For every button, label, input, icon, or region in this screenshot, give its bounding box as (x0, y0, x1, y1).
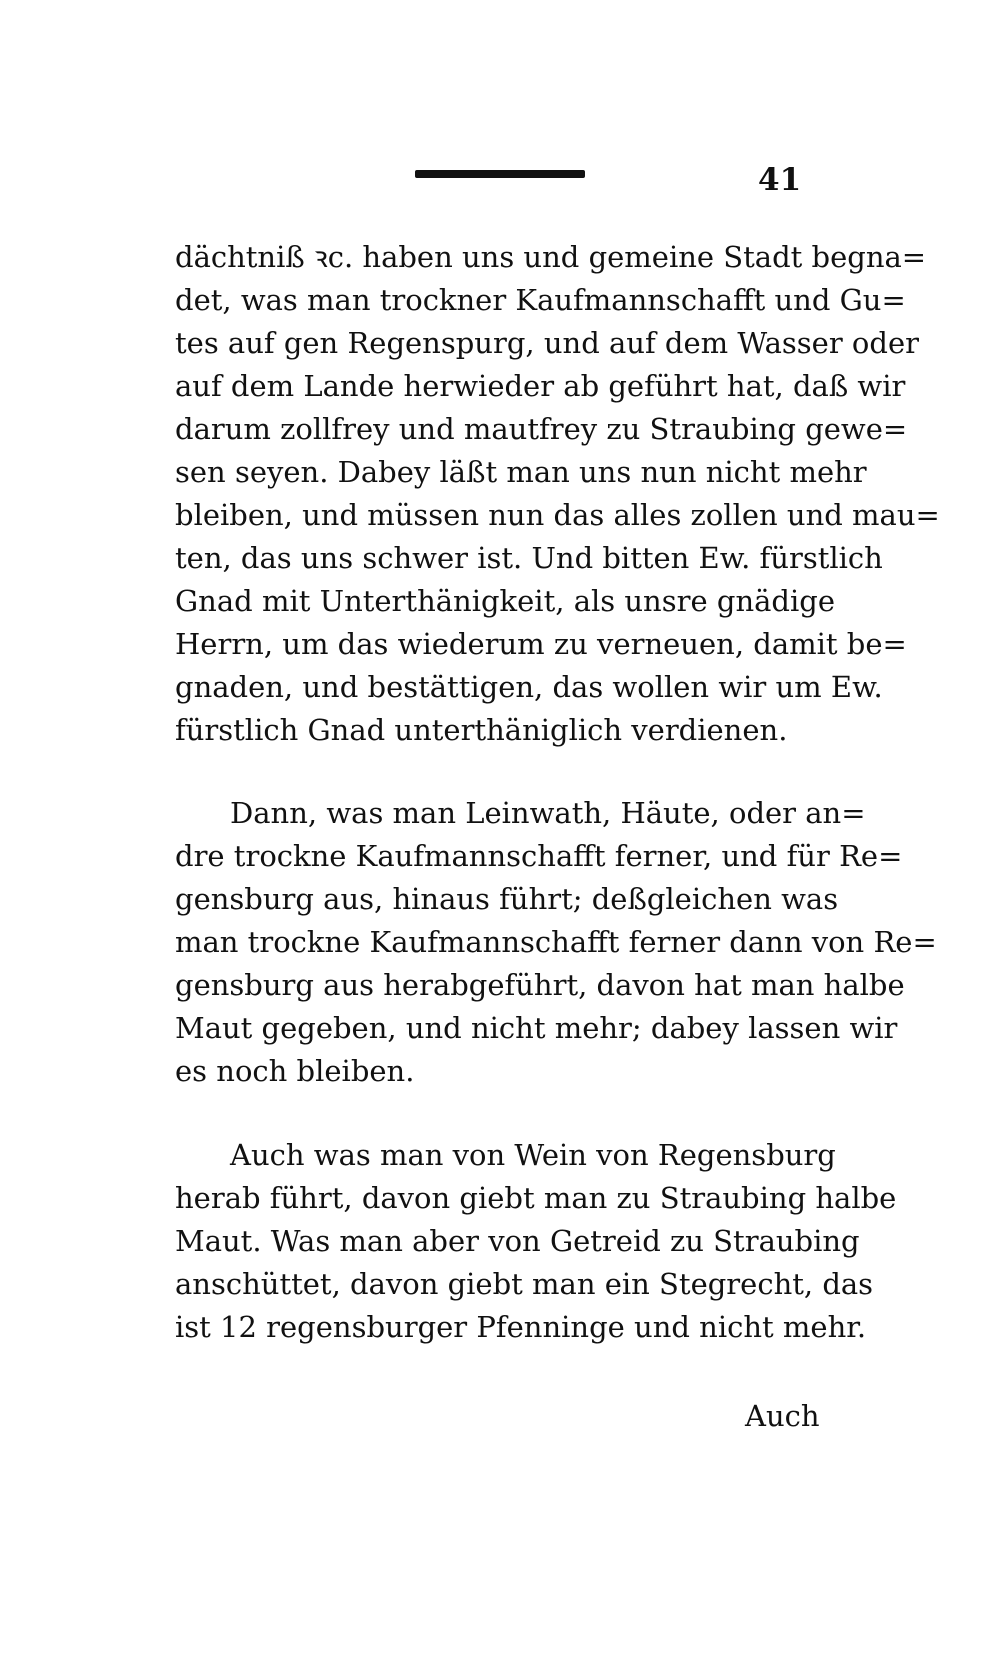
text-line: Gnad mit Unterthänigkeit, als unsre gnädige (175, 584, 835, 618)
paragraph-2 (175, 792, 937, 1093)
text-line: anschüttet, davon giebt man ein Stegrecht, das (175, 1267, 874, 1301)
catchword: Auch (745, 1399, 820, 1433)
text-line: gensburg aus herabgeführt, davon hat man halbe (175, 968, 905, 1002)
text-line: ten, das uns schwer ist. Und bitten Ew. fürstlich (175, 541, 883, 575)
text-line: fürstlich Gnad unterthäniglich verdienen. (175, 713, 788, 747)
paragraph-3 (175, 1134, 897, 1349)
text-line: Maut gegeben, und nicht mehr; dabey lassen wir (175, 1011, 898, 1045)
text-line: det, was man trockner Kaufmannschafft und Gu= (175, 283, 906, 317)
text-line: dächtniß ꝛc. haben uns und gemeine Stadt begna= (175, 240, 927, 274)
text-line: Auch was man von Wein von Regensburg (230, 1138, 836, 1172)
text-line: sen seyen. Dabey läßt man uns nun nicht mehr (175, 455, 867, 489)
text-line: herab führt, davon giebt man zu Straubing halbe (175, 1181, 897, 1215)
text-line: Dann, was man Leinwath, Häute, oder an= (230, 796, 866, 830)
text-line: tes auf gen Regenspurg, und auf dem Wasser oder (175, 326, 919, 360)
text-line: darum zollfrey und mautfrey zu Straubing gewe= (175, 412, 908, 446)
text-line: Maut. Was man aber von Getreid zu Straubing (175, 1224, 860, 1258)
text-line: man trockne Kaufmannschafft ferner dann von Re= (175, 925, 937, 959)
text-line: Herrn, um das wiederum zu verneuen, damit be= (175, 627, 907, 661)
text-line: gensburg aus, hinaus führt; deßgleichen was (175, 882, 839, 916)
text-line: bleiben, und müssen nun das alles zollen und mau= (175, 498, 940, 532)
text-line: auf dem Lande herwieder ab geführt hat, daß wir (175, 369, 906, 403)
header-rule (415, 170, 585, 178)
text-line: ist 12 regensburger Pfenninge und nicht mehr. (175, 1310, 867, 1344)
text-line: dre trockne Kaufmannschafft ferner, und für Re= (175, 839, 903, 873)
text-line: gnaden, und bestättigen, das wollen wir um Ew. (175, 670, 883, 704)
text-line: es noch bleiben. (175, 1054, 415, 1088)
page-number: 41 (758, 162, 802, 198)
paragraph-1 (175, 236, 940, 752)
